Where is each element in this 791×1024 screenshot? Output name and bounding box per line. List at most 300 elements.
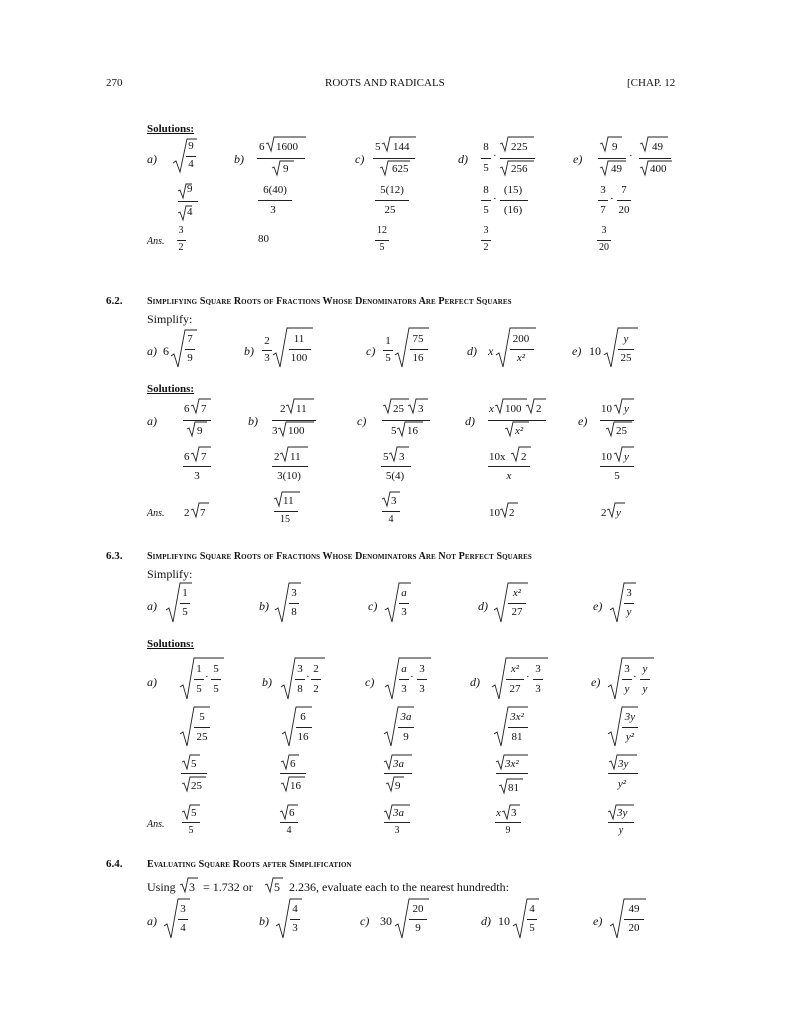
fraction-bar — [194, 679, 204, 680]
step-numerator: 5(12) — [380, 184, 404, 196]
label-d: d) — [470, 675, 480, 689]
value-text: = 1.732 or — [203, 880, 253, 894]
radicand: 81 — [508, 782, 519, 794]
numerator: 200 — [512, 333, 530, 345]
coefficient: 2 — [274, 451, 280, 463]
fraction-bar — [500, 200, 528, 201]
radicand: 25 — [191, 780, 202, 792]
section-number: 6.4. — [106, 858, 123, 870]
denominator: y² — [617, 778, 627, 790]
numerator: 4 — [529, 903, 535, 915]
radicand: 25 — [616, 425, 627, 437]
fraction-bar — [622, 727, 638, 728]
fraction-bar — [194, 727, 210, 728]
denominator: 5 — [385, 352, 391, 364]
radicand: 625 — [392, 163, 409, 175]
step-denominator: 25 — [384, 204, 396, 216]
radical-sign — [600, 136, 622, 152]
answer-radicand: 5 — [191, 807, 197, 819]
label-b: b) — [262, 675, 272, 689]
denominator: 20 — [628, 922, 640, 934]
label-c: c) — [355, 152, 365, 166]
step-numerator: (15) — [503, 184, 523, 196]
coefficient: 10 — [601, 403, 612, 415]
fraction-bar — [639, 158, 671, 159]
fraction-bar — [280, 822, 298, 823]
radicand: 100 — [505, 403, 522, 415]
fraction-bar — [177, 240, 186, 241]
fraction-bar — [375, 240, 389, 241]
denominator: 100 — [290, 352, 308, 364]
coefficient: 10x — [489, 451, 506, 463]
numerator: 7 — [187, 333, 193, 345]
fraction-bar — [533, 679, 543, 680]
denominator: 5(4) — [385, 470, 405, 482]
numerator: 3x² — [510, 711, 524, 723]
radicand: 11 — [290, 451, 301, 463]
fraction-bar — [178, 919, 188, 920]
label-b: b) — [259, 914, 269, 928]
denominator: 3 — [264, 352, 270, 364]
coefficient: 5 — [391, 425, 397, 437]
answer-radicand: 3a — [393, 807, 404, 819]
fraction-bar — [624, 603, 634, 604]
section-number: 6.2. — [106, 295, 123, 307]
radicand: 100 — [288, 425, 305, 437]
numerator: 3 — [624, 663, 630, 675]
radicand: 1600 — [276, 141, 298, 153]
coefficient: 5 — [375, 141, 381, 153]
label-d: d) — [458, 152, 468, 166]
numerator: 8 — [483, 184, 489, 196]
running-title: ROOTS AND RADICALS — [325, 77, 445, 89]
numerator: 20 — [412, 903, 424, 915]
multiply-dot: · — [526, 671, 530, 683]
radicand: 7 — [201, 451, 207, 463]
coefficient: 10 — [589, 344, 601, 358]
answer-coefficient: 2 — [601, 507, 607, 519]
denominator: 16 — [297, 731, 309, 743]
fraction-bar — [311, 679, 321, 680]
fraction-bar — [384, 773, 412, 774]
numerator: 3 — [291, 587, 297, 599]
fraction-bar — [178, 201, 198, 202]
fraction-bar — [180, 603, 190, 604]
answer-radicand: 7 — [200, 507, 206, 519]
fraction-bar — [481, 200, 491, 201]
denominator: 5 — [614, 470, 620, 482]
fraction-bar — [510, 349, 534, 350]
coefficient: 10 — [498, 914, 510, 928]
instruction: Simplify: — [147, 567, 193, 581]
answer-denominator: y — [618, 825, 624, 836]
numerator: 6 — [300, 711, 306, 723]
radicand: 16 — [290, 780, 301, 792]
multiply-dot: · — [629, 150, 633, 162]
numerator: 5 — [213, 663, 219, 675]
numerator: 7 — [621, 184, 627, 196]
denominator: 9 — [415, 922, 421, 934]
fraction-bar — [182, 822, 200, 823]
radicand: 7 — [201, 403, 207, 415]
label-a: a) — [147, 599, 157, 613]
numerator: 3 — [626, 587, 632, 599]
fraction-bar — [527, 919, 537, 920]
radicand: 5 — [274, 880, 280, 894]
page-number: 270 — [106, 77, 123, 89]
solutions-heading: Solutions: — [147, 123, 195, 135]
label-b: b) — [234, 152, 244, 166]
fraction-bar — [257, 158, 305, 159]
fraction-bar — [280, 773, 306, 774]
fraction-bar — [624, 919, 644, 920]
coefficient: 6 — [163, 344, 169, 358]
fraction-bar — [410, 349, 428, 350]
coefficient: x — [488, 344, 494, 358]
radicand: 49 — [611, 163, 622, 175]
answer-denominator: 2 — [178, 242, 184, 253]
denominator: 2 — [313, 683, 319, 695]
label-e: e) — [578, 414, 588, 428]
numerator: 3y — [624, 711, 636, 723]
answer-denominator: 5 — [188, 825, 194, 836]
label-c: c) — [365, 675, 375, 689]
fraction-bar — [495, 822, 521, 823]
radicand: 3 — [189, 880, 195, 894]
fraction-bar — [617, 200, 631, 201]
denominator: x — [506, 470, 512, 482]
fraction-bar — [373, 158, 415, 159]
numerator: 3 — [535, 663, 541, 675]
using-text: Using — [147, 880, 176, 894]
label-a: a) — [147, 414, 157, 428]
denominator: 4 — [180, 922, 186, 934]
numerator: x² — [510, 663, 520, 675]
coefficient: 2 — [280, 403, 286, 415]
fraction-bar — [598, 200, 608, 201]
denominator: 5 — [213, 683, 219, 695]
section-title: Simplifying Square Roots of Fractions Whose Denominators Are Not Perfect Squares — [147, 551, 532, 562]
label-c: c) — [368, 599, 378, 613]
denominator: 4 — [188, 158, 194, 170]
numerator: 49 — [628, 903, 640, 915]
denominator: x² — [516, 352, 526, 364]
answer-denominator: 5 — [379, 242, 385, 253]
denominator: 20 — [618, 204, 630, 216]
denominator: 25 — [196, 731, 208, 743]
numerator: 9 — [188, 140, 194, 152]
numerator: 3 — [600, 184, 606, 196]
radicand: 9 — [283, 163, 289, 175]
denominator: y — [626, 606, 632, 618]
numerator: 3 — [180, 903, 186, 915]
answer-numerator: 3 — [178, 225, 184, 236]
denominator: y² — [625, 731, 635, 743]
fraction-bar — [186, 156, 196, 157]
radicand: x² — [515, 425, 524, 437]
denominator: 5 — [483, 162, 489, 174]
denominator: 8 — [291, 606, 297, 618]
radicand: 9 — [187, 183, 193, 195]
fraction-bar — [211, 679, 221, 680]
radicand: 225 — [511, 141, 528, 153]
multiply-dot: · — [493, 193, 497, 205]
denominator: y — [642, 683, 648, 695]
label-a: a) — [147, 344, 157, 358]
multiply-dot: · — [410, 671, 414, 683]
fraction-bar — [608, 773, 638, 774]
numerator: y — [642, 663, 648, 675]
fraction-bar — [399, 603, 409, 604]
answer-coefficient: 2 — [184, 507, 190, 519]
denominator: 25 — [620, 352, 632, 364]
answer-denominator: 4 — [388, 514, 394, 525]
numerator: x² — [512, 587, 522, 599]
coefficient: 30 — [380, 914, 392, 928]
radicand: 9 — [197, 425, 203, 437]
fraction-bar — [640, 679, 650, 680]
denominator: 27 — [509, 683, 521, 695]
radicand: 3a — [393, 758, 404, 770]
fraction-bar — [506, 679, 524, 680]
label-e: e) — [573, 152, 583, 166]
fraction-bar — [481, 240, 491, 241]
section-number: 6.3. — [106, 550, 123, 562]
denominator: 3 — [401, 683, 407, 695]
fraction-bar — [185, 349, 195, 350]
instruction: Simplify: — [147, 312, 193, 326]
step-denominator: (16) — [503, 204, 523, 216]
denominator: 9 — [187, 352, 193, 364]
numerator: 2 — [264, 335, 270, 347]
radicand: 6 — [290, 758, 296, 770]
fraction-bar — [296, 727, 312, 728]
radicand: 144 — [393, 141, 410, 153]
denominator: 3 — [535, 683, 541, 695]
step-numerator: 6(40) — [263, 184, 287, 196]
fraction-bar — [608, 822, 634, 823]
label-b: b) — [244, 344, 254, 358]
label-d: d) — [478, 599, 488, 613]
radicand: y — [624, 403, 629, 415]
fraction-bar — [622, 679, 632, 680]
fraction-bar — [481, 158, 491, 159]
numerator: 5 — [199, 711, 205, 723]
numerator: 8 — [483, 141, 489, 153]
answer-radicand: 11 — [283, 495, 294, 507]
coefficient: 5 — [383, 451, 389, 463]
answer-denominator: 4 — [286, 825, 292, 836]
fraction-bar — [272, 466, 308, 467]
label-b: b) — [248, 414, 258, 428]
radicand: 3y — [618, 758, 629, 770]
fraction-bar — [417, 679, 427, 680]
denominator: 81 — [511, 731, 523, 743]
fraction-bar — [375, 200, 409, 201]
radicand: 3 — [399, 451, 405, 463]
coefficient: 10 — [601, 451, 612, 463]
radicand: 9 — [395, 780, 401, 792]
answer-radicand: 6 — [289, 807, 295, 819]
coefficient: 6 — [184, 451, 190, 463]
numerator: 2 — [313, 663, 319, 675]
radicand: 256 — [511, 163, 528, 175]
denominator: y — [624, 683, 630, 695]
numerator: 3 — [297, 663, 303, 675]
answer-label: Ans. — [147, 236, 165, 247]
denominator: 5 — [196, 683, 202, 695]
label-e: e) — [593, 914, 603, 928]
denominator: 5 — [529, 922, 535, 934]
fraction-bar — [508, 727, 528, 728]
radicand: 2 — [521, 451, 527, 463]
fraction-bar — [274, 511, 298, 512]
numerator: 1 — [385, 335, 391, 347]
multiply-dot: · — [306, 671, 310, 683]
fraction-bar — [289, 349, 311, 350]
fraction-bar — [600, 466, 634, 467]
coefficient: 6 — [184, 403, 190, 415]
denominator: 7 — [600, 204, 606, 216]
multiply-dot: · — [610, 193, 614, 205]
denominator: 16 — [412, 352, 424, 364]
radicand: 16 — [407, 425, 418, 437]
fraction-bar — [597, 240, 611, 241]
answer-radicand: 2 — [509, 507, 515, 519]
answer-radicand: 3 — [511, 807, 517, 819]
fraction-bar — [508, 603, 526, 604]
label-a: a) — [147, 675, 157, 689]
fraction-bar — [618, 349, 634, 350]
radicand: y — [624, 451, 629, 463]
denominator: 3 — [292, 922, 298, 934]
numerator: 3 — [419, 663, 425, 675]
numerator: 75 — [412, 333, 424, 345]
radicand: 5 — [191, 758, 197, 770]
numerator: a — [401, 663, 407, 675]
chapter-label: [CHAP. 12 — [627, 77, 676, 89]
coefficient: x — [489, 403, 494, 415]
answer-label: Ans. — [147, 508, 165, 519]
denominator: 3(10) — [277, 470, 301, 482]
fraction-bar — [409, 919, 427, 920]
denominator: 5 — [182, 606, 188, 618]
answer-denominator: 3 — [394, 825, 400, 836]
fraction-bar — [384, 822, 410, 823]
denominator: 3 — [401, 606, 407, 618]
multiply-dot: · — [493, 150, 497, 162]
denominator: 3 — [194, 470, 200, 482]
fraction-bar — [399, 679, 409, 680]
label-c: c) — [360, 914, 370, 928]
section-title: Simplifying Square Roots of Fractions Whose Denominators Are Perfect Squares — [147, 296, 512, 307]
numerator: 1 — [182, 587, 188, 599]
answer-coefficient: 10 — [489, 507, 500, 519]
answer-radicand: 3y — [617, 807, 628, 819]
answer-coefficient: x — [496, 807, 501, 819]
coefficient: 3 — [272, 425, 278, 437]
step-denominator: 3 — [270, 204, 276, 216]
multiply-dot: · — [633, 671, 637, 683]
radicand: 2 — [536, 403, 542, 415]
answer-denominator: 9 — [505, 825, 511, 836]
label-d: d) — [465, 414, 475, 428]
answer-radicand: y — [616, 507, 621, 519]
radicand: 49 — [652, 141, 663, 153]
answer-numerator: 3 — [483, 225, 489, 236]
denominator: 5 — [483, 204, 489, 216]
fraction-bar — [382, 511, 400, 512]
label-d: d) — [481, 914, 491, 928]
label-c: c) — [357, 414, 367, 428]
solutions-heading: Solutions: — [147, 383, 195, 395]
fraction-bar — [598, 158, 626, 159]
numerator: 4 — [292, 903, 298, 915]
denominator: 3 — [419, 683, 425, 695]
radicand: 3 — [418, 403, 424, 415]
fraction-bar — [488, 466, 530, 467]
label-e: e) — [591, 675, 601, 689]
answer-label: Ans. — [147, 819, 165, 830]
denominator: 9 — [403, 731, 409, 743]
label-c: c) — [366, 344, 376, 358]
answer-denominator: 20 — [599, 242, 609, 253]
fraction-bar — [496, 773, 528, 774]
numerator: 1 — [196, 663, 202, 675]
label-e: e) — [593, 599, 603, 613]
numerator: 11 — [293, 333, 305, 345]
answer-denominator: 2 — [483, 242, 489, 253]
multiply-dot: · — [205, 671, 209, 683]
fraction-bar — [181, 773, 207, 774]
fraction-bar — [262, 350, 272, 351]
radicand: 11 — [296, 403, 307, 415]
answer-denominator: 15 — [280, 514, 290, 525]
fraction-bar — [258, 200, 292, 201]
radicand: 25 — [393, 403, 404, 415]
fraction-bar — [398, 727, 414, 728]
label-b: b) — [259, 599, 269, 613]
radicand: 400 — [650, 163, 667, 175]
fraction-bar — [290, 919, 300, 920]
section-title: Evaluating Square Roots after Simplification — [147, 859, 352, 870]
answer-numerator: 12 — [377, 225, 387, 236]
fraction-bar — [383, 350, 393, 351]
fraction-bar — [295, 679, 305, 680]
answer-value: 80 — [258, 233, 269, 245]
label-e: e) — [572, 344, 582, 358]
instruction-text: 2.236, evaluate each to the nearest hundredth: — [289, 880, 509, 894]
label-a: a) — [147, 914, 157, 928]
coefficient: 6 — [259, 141, 265, 153]
numerator: 3a — [400, 711, 412, 723]
fraction-bar — [500, 158, 535, 159]
fraction-bar — [381, 466, 411, 467]
numerator: y — [623, 333, 629, 345]
radicand: 4 — [187, 206, 193, 218]
answer-radicand: 3 — [391, 495, 397, 507]
radicand: 9 — [612, 141, 618, 153]
denominator: 8 — [297, 683, 303, 695]
fraction-bar — [289, 603, 299, 604]
answer-numerator: 3 — [601, 225, 607, 236]
fraction-bar — [183, 466, 211, 467]
solutions-heading: Solutions: — [147, 638, 195, 650]
numerator: a — [401, 587, 407, 599]
radicand: 3x² — [505, 758, 519, 770]
label-d: d) — [467, 344, 477, 358]
label-a: a) — [147, 152, 157, 166]
